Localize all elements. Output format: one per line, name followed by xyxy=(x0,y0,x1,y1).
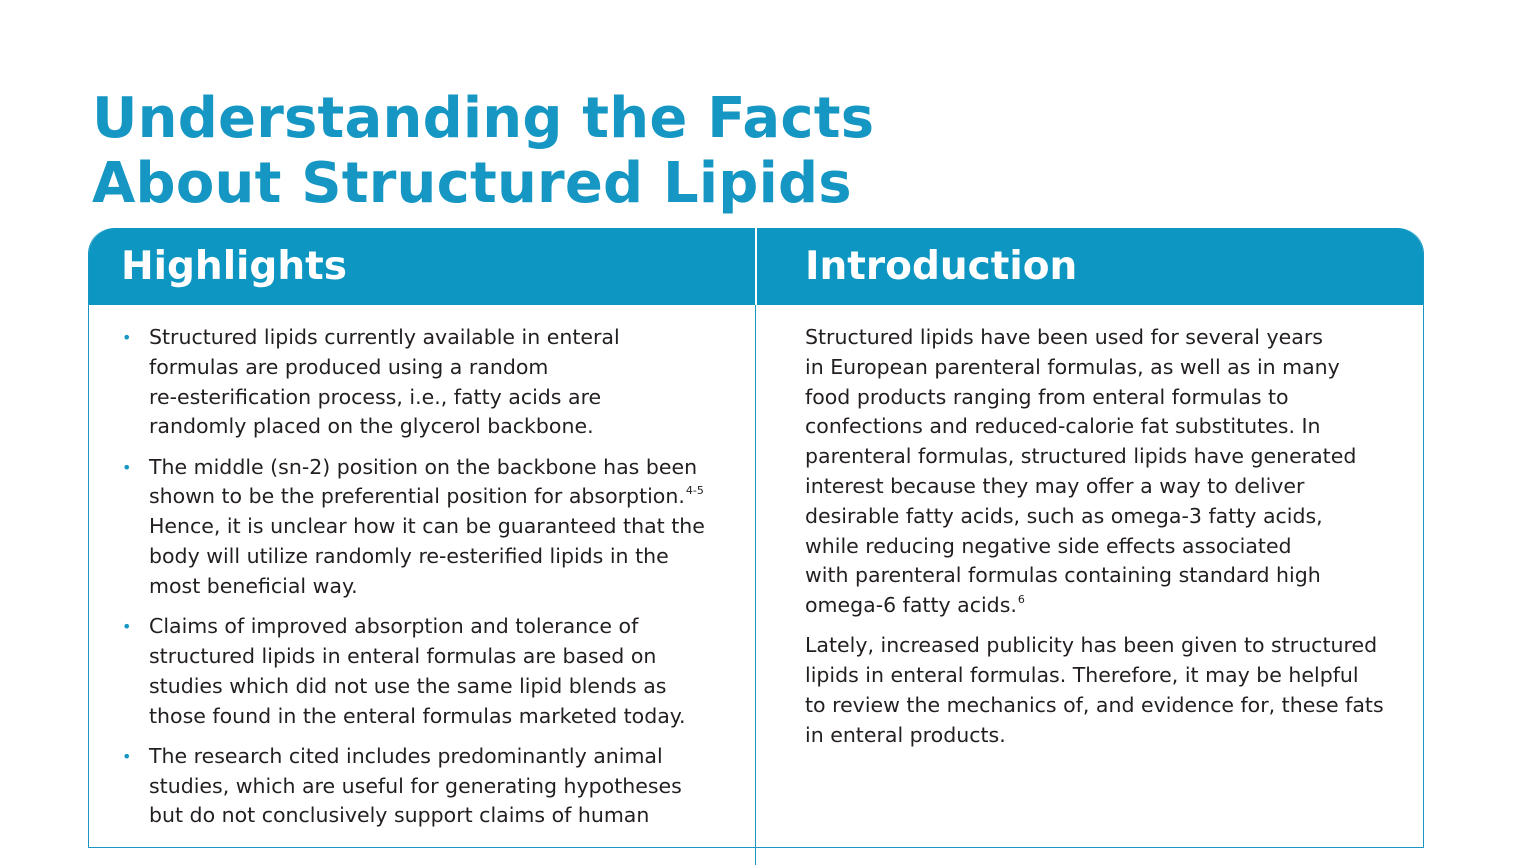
text-line: Structured lipids currently available in enteral xyxy=(149,325,620,349)
text-line-with-reference xyxy=(805,591,1415,621)
bullet-icon: • xyxy=(122,457,132,477)
citation-ref: 4-5 xyxy=(685,484,704,498)
bullet-icon: • xyxy=(122,617,132,637)
text-line: desirable fatty acids, such as omega-3 fatty acids, xyxy=(805,503,1323,528)
text-line: body will utilize randomly re-esterified lipids in the xyxy=(149,544,669,569)
text-line: The research cited includes predominantly animal xyxy=(149,743,663,768)
column-divider xyxy=(755,305,756,865)
text-line: interest because they may offer a way to deliver xyxy=(805,473,1305,498)
text-line: The middle (sn-2) position on the backbone has been xyxy=(149,454,698,479)
text-line: re-esterification process, i.e., fatty acids are xyxy=(149,384,602,409)
text-line: Hence, it is unclear how it can be guaranteed that the xyxy=(149,514,705,539)
title-line-1: Understanding the Facts xyxy=(92,86,875,151)
text-line: formulas are produced using a random xyxy=(149,354,549,379)
text-line: to review the mechanics of, and evidence for, these fats xyxy=(805,693,1384,718)
text-line: those found in the enteral formulas marketed today. xyxy=(149,703,686,728)
highlight-item-3 xyxy=(119,612,729,731)
content-panel xyxy=(88,228,1424,848)
text-line: food products ranging from enteral formulas to xyxy=(805,384,1289,409)
text-line: studies which did not use the same lipid blends as xyxy=(149,673,667,698)
text-line: parenteral formulas, structured lipids have generated xyxy=(805,444,1357,469)
introduction-heading: Introduction xyxy=(805,244,1078,289)
text-line: Lately, increased publicity has been given to structured xyxy=(805,633,1378,658)
introduction-paragraph-1 xyxy=(805,323,1415,621)
text-line: confections and reduced-calorie fat substitutes. In xyxy=(805,414,1321,439)
highlight-item-1 xyxy=(119,323,729,442)
text-line: while reducing negative side effects associated xyxy=(805,533,1292,558)
header-divider xyxy=(755,228,757,305)
introduction-paragraph-2 xyxy=(805,631,1415,750)
text-line: but do not conclusively support claims of human xyxy=(149,803,650,828)
introduction-column xyxy=(805,323,1415,761)
text-line: Structured lipids have been used for several years xyxy=(805,325,1323,349)
highlights-list xyxy=(119,323,729,831)
text-line: in European parenteral formulas, as well as in many xyxy=(805,354,1340,379)
text-line: structured lipids in enteral formulas are based on xyxy=(149,643,657,668)
citation-ref: 6 xyxy=(1017,593,1025,607)
text-segment: omega-6 fatty acids. xyxy=(805,593,1017,618)
highlight-item-2 xyxy=(119,453,729,602)
text-line: randomly placed on the glycerol backbone. xyxy=(149,414,594,439)
highlight-item-4 xyxy=(119,742,729,831)
text-line: most beneficial way. xyxy=(149,573,358,598)
text-line: studies, which are useful for generating hypotheses xyxy=(149,773,682,798)
text-line-with-reference xyxy=(149,482,729,512)
text-line: Claims of improved absorption and tolerance of xyxy=(149,614,639,639)
highlights-heading: Highlights xyxy=(121,244,347,289)
text-line: with parenteral formulas containing standard high xyxy=(805,563,1321,588)
bullet-icon: • xyxy=(122,746,132,766)
highlights-column xyxy=(119,323,729,842)
title-line-2: About Structured Lipids xyxy=(92,151,852,216)
bullet-icon: • xyxy=(122,328,132,347)
text-line: lipids in enteral formulas. Therefore, it may be helpful xyxy=(805,663,1359,688)
text-segment: shown to be the preferential position for absorption. xyxy=(149,484,685,509)
document-title xyxy=(92,86,874,216)
text-line: in enteral products. xyxy=(805,722,1006,747)
